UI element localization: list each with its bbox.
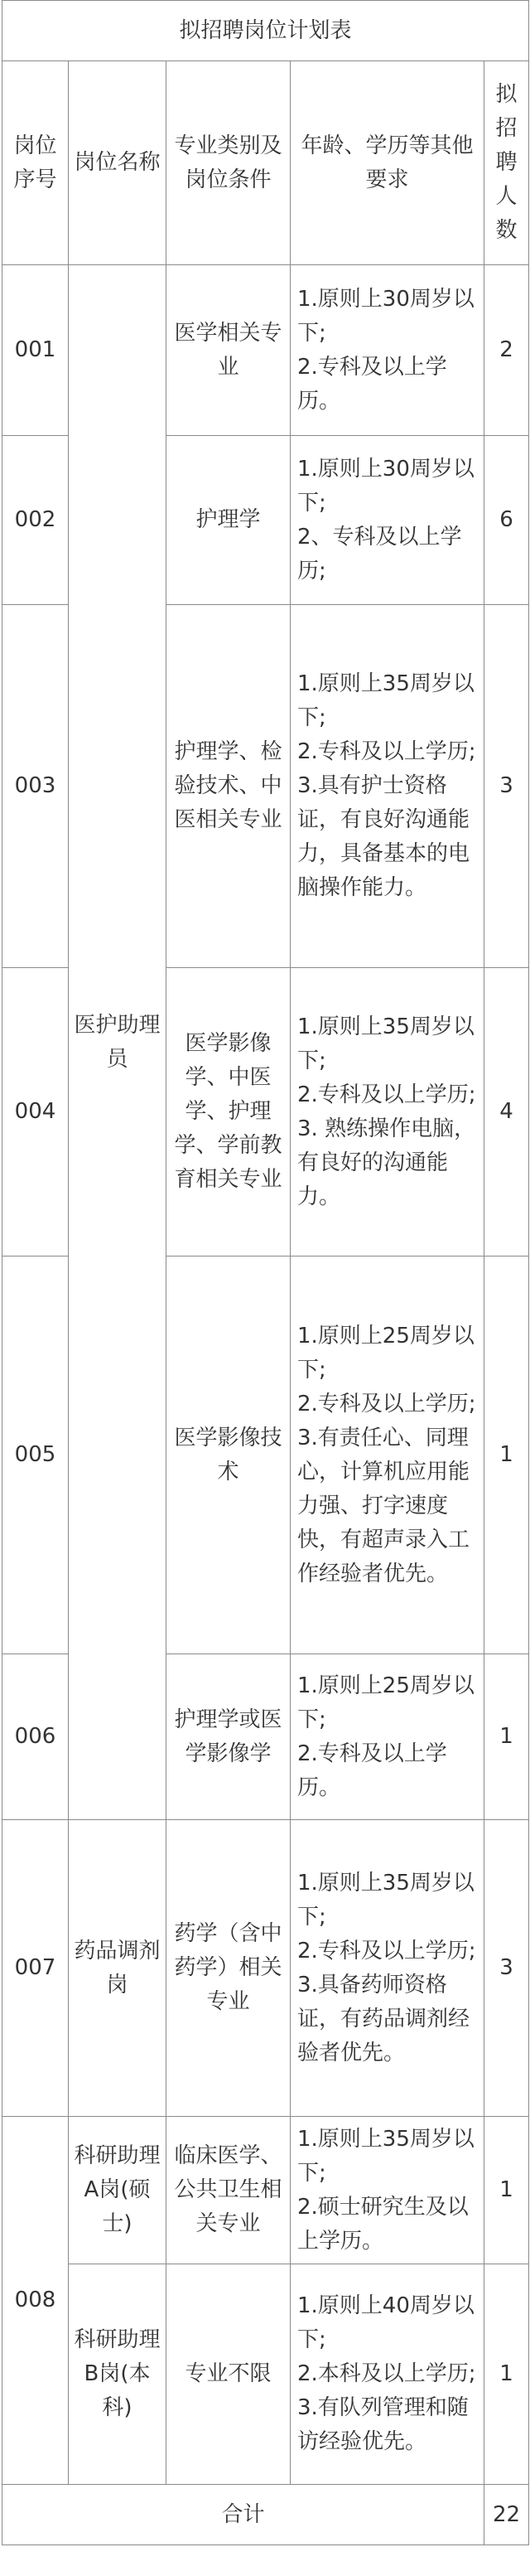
count-cell: 3 xyxy=(484,605,529,968)
header-count: 拟招聘人数 xyxy=(484,61,529,265)
requirement-item: 3.有责任心、同理心，计算机应用能力强、打字速度快，有超声录入工作经验者优先。 xyxy=(297,1425,470,1586)
count-cell: 1 xyxy=(484,2264,529,2485)
requirement-item: 3.具有护士资格证，有良好沟通能力，具备基本的电脑操作能力。 xyxy=(297,773,470,900)
requirement-item: 1.原则上25周岁以下; xyxy=(297,1673,475,1732)
header-requirements: 年龄、学历等其他要求 xyxy=(291,61,484,265)
position-name-cell: 科研助理B岗(本科) xyxy=(69,2264,166,2485)
requirement-item: 1.原则上35周岁以下; xyxy=(297,1870,475,1930)
seq-cell: 006 xyxy=(2,1654,69,1820)
header-seq: 岗位序号 xyxy=(2,61,69,265)
seq-cell: 002 xyxy=(2,436,69,605)
seq-cell: 001 xyxy=(2,265,69,436)
major-cell: 医学影像学、中医学、护理学、学前教育相关专业 xyxy=(166,968,291,1257)
seq-cell: 004 xyxy=(2,968,69,1257)
requirements-cell xyxy=(291,1257,484,1654)
requirements-cell xyxy=(291,968,484,1257)
header-major: 专业类别及岗位条件 xyxy=(166,61,291,265)
requirement-item: 2.本科及以上学历; xyxy=(297,2361,476,2386)
major-cell: 医学相关专业 xyxy=(166,265,291,436)
requirements-cell xyxy=(291,2264,484,2485)
count-cell: 2 xyxy=(484,265,529,436)
total-label: 合计 xyxy=(2,2485,484,2545)
table-title: 拟招聘岗位计划表 xyxy=(2,1,529,61)
requirement-item: 2.专科及以上学历。 xyxy=(297,1741,447,1800)
major-cell: 护理学 xyxy=(166,436,291,605)
requirement-item: 1.原则上35周岁以下; xyxy=(297,671,475,730)
requirements-cell xyxy=(291,605,484,968)
major-cell: 护理学、检验技术、中医相关专业 xyxy=(166,605,291,968)
requirement-item: 1.原则上30周岁以下; xyxy=(297,456,475,516)
requirement-item: 2、专科及以上学历; xyxy=(297,524,462,583)
requirements-cell xyxy=(291,1654,484,1820)
count-cell: 3 xyxy=(484,1820,529,2117)
count-cell: 6 xyxy=(484,436,529,605)
requirements-cell xyxy=(291,1820,484,2117)
requirement-item: 3. 熟练操作电脑，有良好的沟通能力。 xyxy=(297,1116,476,1209)
table-row xyxy=(2,2264,529,2485)
requirement-item: 2.专科及以上学历; xyxy=(297,739,476,764)
major-cell: 临床医学、公共卫生相关专业 xyxy=(166,2117,291,2264)
position-name-cell: 医护助理员 xyxy=(69,265,166,1820)
count-cell: 1 xyxy=(484,1654,529,1820)
seq-cell: 008 xyxy=(2,2117,69,2485)
requirement-item: 2.专科及以上学历。 xyxy=(297,354,447,414)
major-cell: 医学影像技术 xyxy=(166,1257,291,1654)
requirement-item: 2.专科及以上学历; xyxy=(297,1391,476,1416)
seq-cell: 003 xyxy=(2,605,69,968)
count-cell: 1 xyxy=(484,1257,529,1654)
requirements-cell xyxy=(291,265,484,436)
seq-cell: 005 xyxy=(2,1257,69,1654)
table-header-row xyxy=(2,61,529,265)
seq-cell: 007 xyxy=(2,1820,69,2117)
position-name-cell: 科研助理A岗(硕士) xyxy=(69,2117,166,2264)
requirement-item: 1.原则上35周岁以下; xyxy=(297,2126,475,2186)
requirement-item: 1.原则上40周岁以下; xyxy=(297,2293,475,2352)
total-row xyxy=(2,2485,529,2545)
header-name: 岗位名称 xyxy=(69,61,166,265)
count-cell: 1 xyxy=(484,2117,529,2264)
table-row xyxy=(2,1820,529,2117)
total-count: 22 xyxy=(484,2485,529,2545)
count-cell: 4 xyxy=(484,968,529,1257)
requirement-item: 3.具备药师资格证，有药品调剂经验者优先。 xyxy=(297,1972,470,2065)
major-cell: 专业不限 xyxy=(166,2264,291,2485)
requirements-cell xyxy=(291,2117,484,2264)
requirement-item: 2.硕士研究生及以上学历。 xyxy=(297,2194,469,2254)
position-name-cell: 药品调剂岗 xyxy=(69,1820,166,2117)
table-title-row xyxy=(2,1,529,61)
table-row xyxy=(2,265,529,436)
requirement-item: 3.有队列管理和随访经验优先。 xyxy=(297,2395,469,2454)
requirement-item: 2.专科及以上学历; xyxy=(297,1082,476,1107)
major-cell: 护理学或医学影像学 xyxy=(166,1654,291,1820)
requirement-item: 2.专科及以上学历; xyxy=(297,1938,476,1963)
requirement-item: 1.原则上30周岁以下; xyxy=(297,286,475,346)
table-row xyxy=(2,2117,529,2264)
requirement-item: 1.原则上35周岁以下; xyxy=(297,1014,475,1073)
requirement-item: 1.原则上25周岁以下; xyxy=(297,1323,475,1382)
major-cell: 药学（含中药学）相关专业 xyxy=(166,1820,291,2117)
recruitment-plan-table xyxy=(2,0,529,2545)
requirements-cell xyxy=(291,436,484,605)
